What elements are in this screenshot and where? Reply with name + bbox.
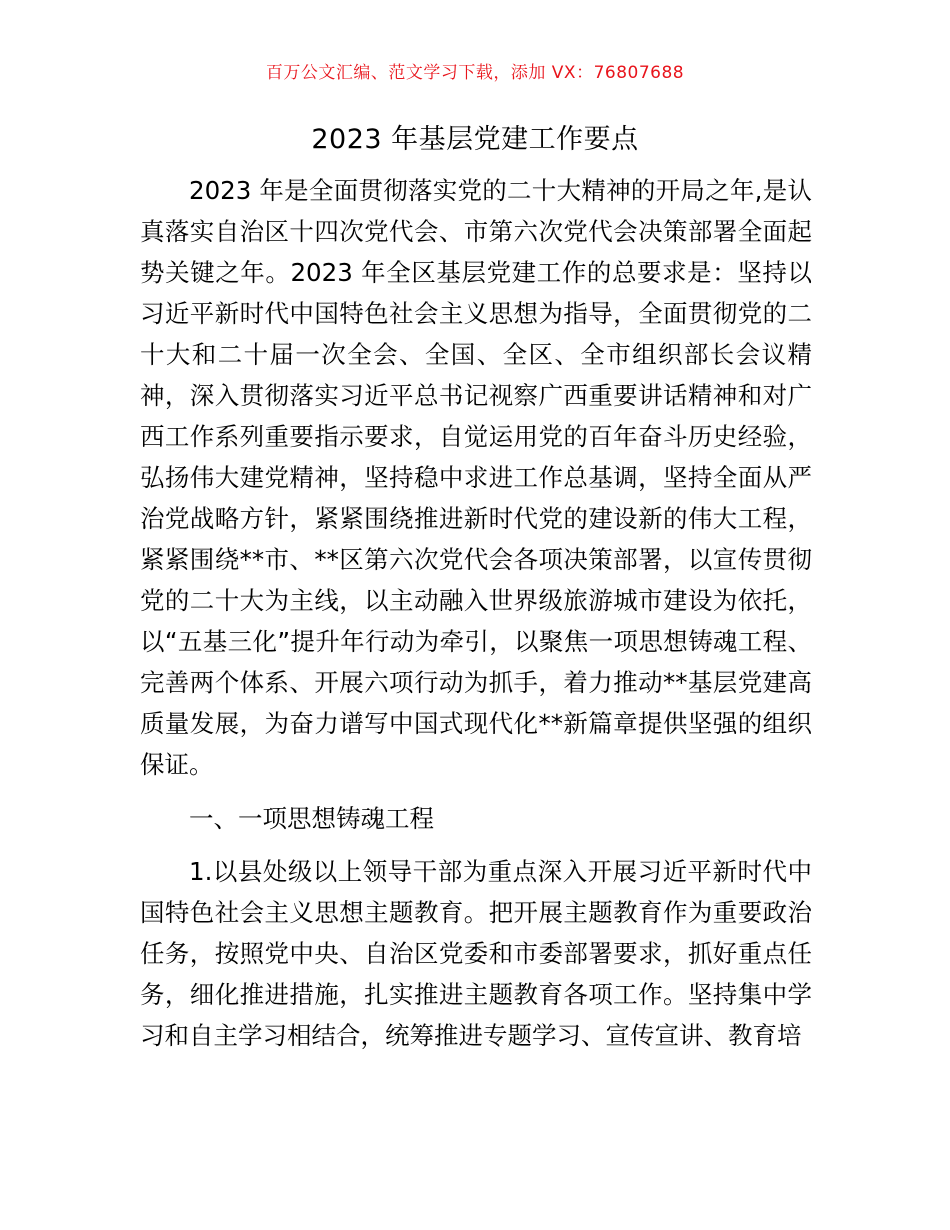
header-note: 百万公文汇编、范文学习下载，添加 VX：76807688 — [265, 63, 685, 83]
section-paragraph: 1.以县处级以上领导干部为重点深入开展习近平新时代中国特色社会主义思想主题教育。把开展主题教育作为重要政治任务，按照党中央、自治区党委和市委部署要求，抓好重点任务，细化推进措施，扎实推进主题教育各项工作。坚持集中学习和自主学习相结合，统筹推进专题学习、宣传宣讲、教育培 — [140, 857, 812, 1050]
intro-paragraph: 2023 年是全面贯彻落实党的二十大精神的开局之年,是认真落实自治区十四次党代会、市第六次党代会决策部署全面起势关键之年。2023 年全区基层党建工作的总要求是：坚持以习近平新时代中国特色社会主义思想为指导，全面贯彻党的二十大和二十届一次全会、全国、全区、全市组织部长会议精神，深入贯彻落实习近平总书记视察广西重要讲话精神和对广西工作系列重要指示要求，自觉运用党的百年奋斗历史经验，弘扬伟大建党精神，坚持稳中求进工作总基调，坚持全面从严治党战略方针，紧紧围绕推进新时代党的建设新的伟大工程，紧紧围绕**市、**区第六次党代会各项决策部署，以宣传贯彻党的二十大为主线，以主动融入世界级旅游城市建设为依托，以“五基三化”提升年行动为牵引，以聚焦一项思想铸魂工程、完善两个体系、开展六项行动为抓手，着力推动**基层党建高质量发展，为奋力谱写中国式现代化**新篇章提供坚强的组织保证。 — [140, 176, 812, 779]
document-title: 2023 年基层党建工作要点 — [311, 124, 639, 155]
section-heading: 一、一项思想铸魂工程 — [189, 804, 434, 833]
document-body — [140, 170, 812, 1056]
